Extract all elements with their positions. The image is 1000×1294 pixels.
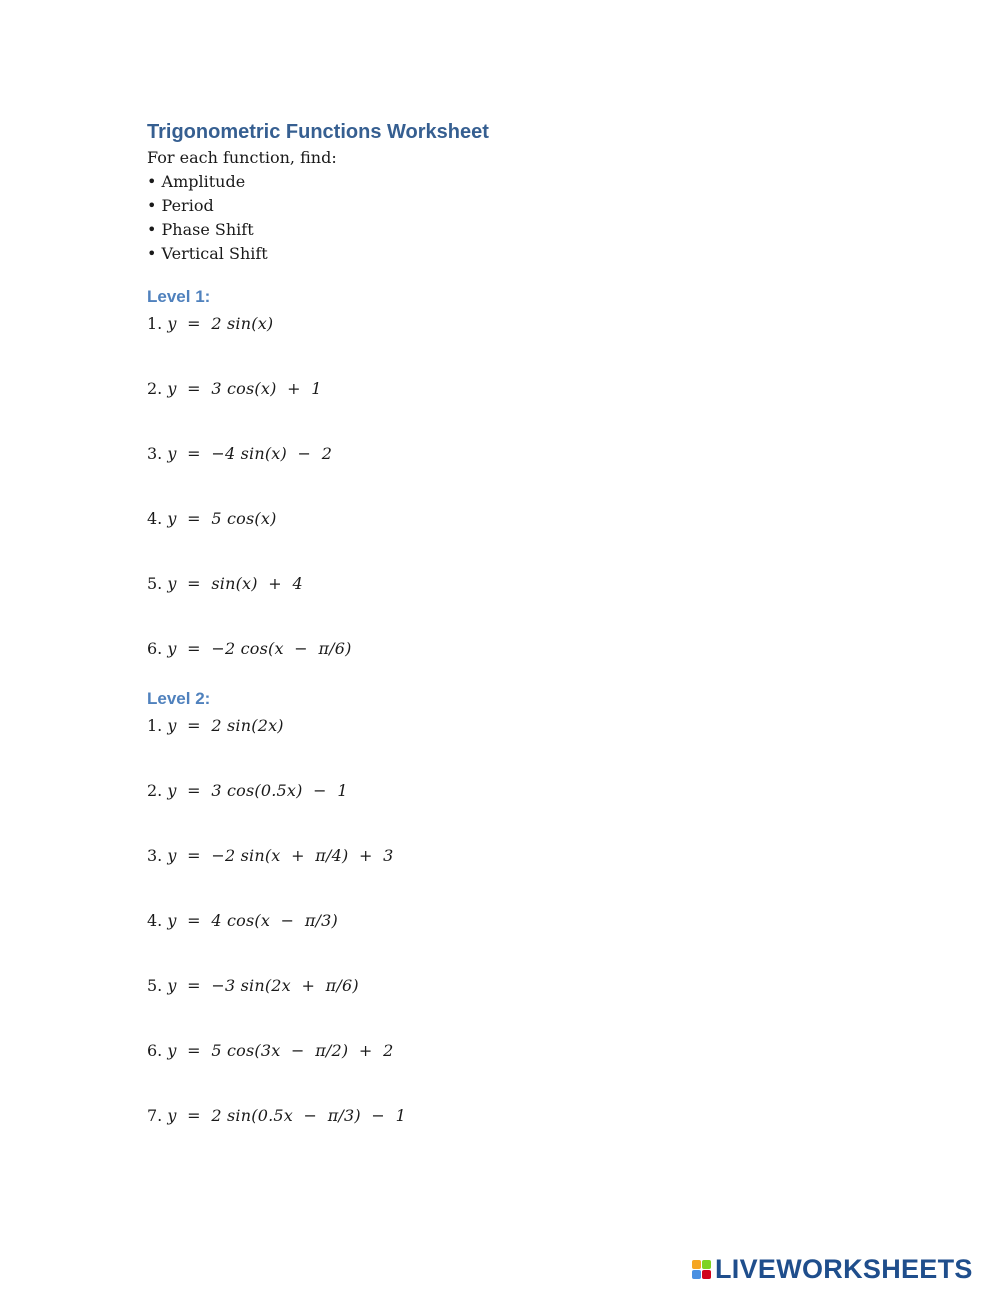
task-item-amplitude: • Amplitude: [147, 170, 907, 194]
problem-item: [147, 975, 907, 997]
problem-item: [147, 378, 907, 400]
problem-equation: y = −2 sin(x + π/4) + 3: [167, 846, 394, 865]
problem-number: 5.: [147, 574, 163, 593]
task-item-period: • Period: [147, 194, 907, 218]
problem-item: [147, 1040, 907, 1062]
problem-number: 2.: [147, 379, 163, 398]
problem-item: [147, 638, 907, 660]
problem-equation: y = 2 sin(0.5x − π/3) − 1: [167, 1106, 406, 1125]
level-1-problem-list: [147, 313, 907, 660]
problem-number: 1.: [147, 314, 163, 333]
problem-equation: y = 5 cos(x): [167, 509, 277, 528]
problem-equation: y = sin(x) + 4: [167, 574, 303, 593]
problem-number: 4.: [147, 911, 163, 930]
logo-square-3: [692, 1270, 701, 1279]
problem-number: 1.: [147, 716, 163, 735]
problem-equation: y = 4 cos(x − π/3): [167, 911, 338, 930]
liveworksheets-wordmark: LIVEWORKSHEETS: [715, 1254, 973, 1284]
problem-equation: y = 2 sin(2x): [167, 716, 284, 735]
problem-equation: y = −3 sin(2x + π/6): [167, 976, 359, 995]
problem-number: 6.: [147, 1041, 163, 1060]
problem-equation: y = 3 cos(0.5x) − 1: [167, 781, 348, 800]
liveworksheets-logo-icon: [692, 1260, 711, 1279]
problem-item: [147, 573, 907, 595]
problem-item: [147, 910, 907, 932]
task-item-phase-shift: • Phase Shift: [147, 218, 907, 242]
problem-number: 7.: [147, 1106, 163, 1125]
problem-item: [147, 780, 907, 802]
problem-item: [147, 443, 907, 465]
problem-equation: y = 5 cos(3x − π/2) + 2: [167, 1041, 394, 1060]
problem-item: [147, 508, 907, 530]
problem-equation: y = 3 cos(x) + 1: [167, 379, 322, 398]
liveworksheets-brand: [692, 1253, 973, 1285]
problem-number: 4.: [147, 509, 163, 528]
problem-equation: y = −2 cos(x − π/6): [167, 639, 352, 658]
problem-item: [147, 1105, 907, 1127]
worksheet-page: [147, 118, 907, 1127]
level-1-heading: Level 1:: [147, 287, 211, 306]
problem-number: 3.: [147, 846, 163, 865]
problem-equation: y = −4 sin(x) − 2: [167, 444, 333, 463]
worksheet-title: Trigonometric Functions Worksheet: [147, 121, 489, 143]
level-2-heading: Level 2:: [147, 689, 211, 708]
task-list: [147, 170, 907, 266]
logo-square-1: [692, 1260, 701, 1269]
logo-square-2: [702, 1260, 711, 1269]
problem-number: 2.: [147, 781, 163, 800]
problem-item: [147, 313, 907, 335]
problem-number: 6.: [147, 639, 163, 658]
problem-item: [147, 715, 907, 737]
logo-square-4: [702, 1270, 711, 1279]
task-item-vertical-shift: • Vertical Shift: [147, 242, 907, 266]
level-2-problem-list: [147, 715, 907, 1127]
problem-equation: y = 2 sin(x): [167, 314, 274, 333]
problem-item: [147, 845, 907, 867]
instructions-text: For each function, find:: [147, 148, 337, 167]
problem-number: 3.: [147, 444, 163, 463]
problem-number: 5.: [147, 976, 163, 995]
